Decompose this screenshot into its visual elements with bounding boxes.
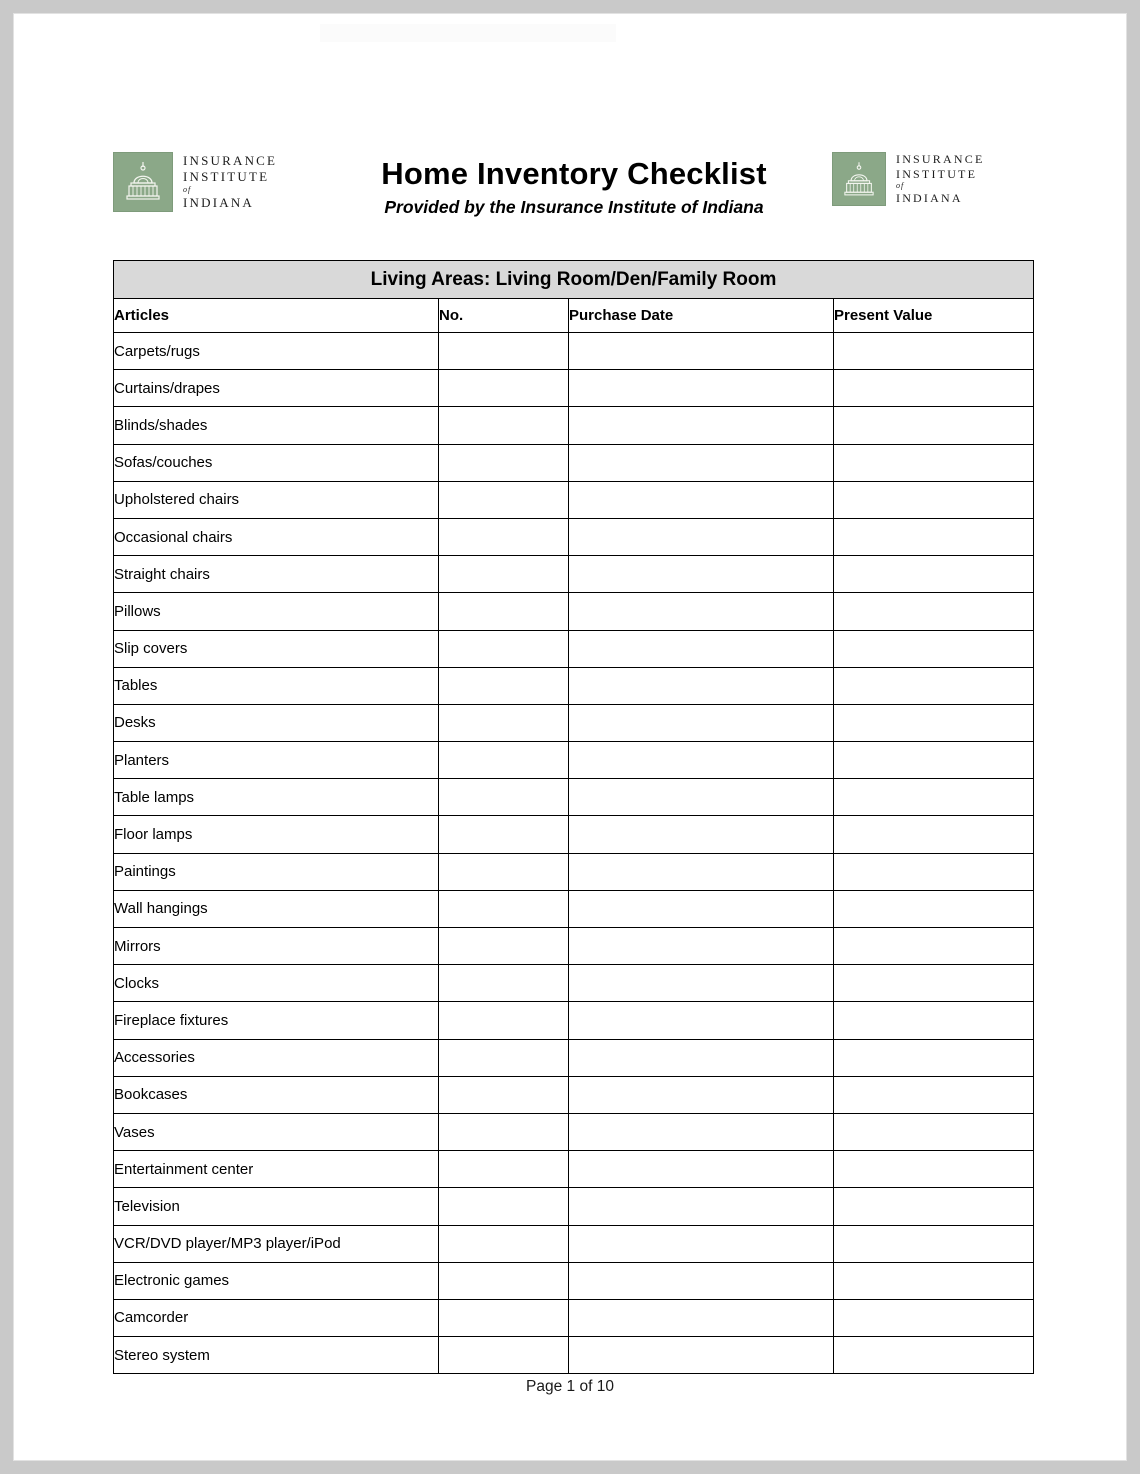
document-page bbox=[14, 14, 1126, 1460]
column-header-purchase-date: Purchase Date bbox=[569, 299, 834, 333]
cell-article: Mirrors bbox=[114, 928, 439, 965]
cell-purchase-date[interactable] bbox=[569, 1337, 834, 1374]
table-row bbox=[114, 704, 1034, 741]
cell-no[interactable] bbox=[439, 1113, 569, 1150]
cell-present-value[interactable] bbox=[834, 965, 1034, 1002]
cell-article: Stereo system bbox=[114, 1337, 439, 1374]
table-row bbox=[114, 1151, 1034, 1188]
cell-purchase-date[interactable] bbox=[569, 667, 834, 704]
cell-article: Paintings bbox=[114, 853, 439, 890]
cell-purchase-date[interactable] bbox=[569, 890, 834, 927]
cell-no[interactable] bbox=[439, 444, 569, 481]
cell-article: Table lamps bbox=[114, 779, 439, 816]
cell-present-value[interactable] bbox=[834, 556, 1034, 593]
table-row bbox=[114, 1188, 1034, 1225]
cell-no[interactable] bbox=[439, 779, 569, 816]
cell-present-value[interactable] bbox=[834, 890, 1034, 927]
table-row bbox=[114, 1337, 1034, 1374]
logo-text bbox=[183, 153, 277, 210]
table-section-header bbox=[114, 261, 1034, 299]
cell-present-value[interactable] bbox=[834, 1076, 1034, 1113]
cell-no[interactable] bbox=[439, 1188, 569, 1225]
cell-present-value[interactable] bbox=[834, 1188, 1034, 1225]
cell-no[interactable] bbox=[439, 667, 569, 704]
logo-mark bbox=[113, 152, 173, 212]
inventory-table-container bbox=[113, 260, 1033, 1374]
cell-article: Electronic games bbox=[114, 1262, 439, 1299]
cell-present-value[interactable] bbox=[834, 1039, 1034, 1076]
table-row bbox=[114, 667, 1034, 704]
cell-present-value[interactable] bbox=[834, 1262, 1034, 1299]
cell-present-value[interactable] bbox=[834, 370, 1034, 407]
cell-article: Tables bbox=[114, 667, 439, 704]
table-row bbox=[114, 1262, 1034, 1299]
cell-purchase-date[interactable] bbox=[569, 593, 834, 630]
table-row bbox=[114, 630, 1034, 667]
cell-article: Pillows bbox=[114, 593, 439, 630]
table-row bbox=[114, 1002, 1034, 1039]
cell-present-value[interactable] bbox=[834, 1337, 1034, 1374]
cell-article: Upholstered chairs bbox=[114, 481, 439, 518]
cell-article: Television bbox=[114, 1188, 439, 1225]
table-row bbox=[114, 518, 1034, 555]
cell-no[interactable] bbox=[439, 704, 569, 741]
logo-line-3: INDIANA bbox=[183, 194, 254, 210]
page-footer: Page 1 of 10 bbox=[526, 1378, 614, 1395]
cell-article: Accessories bbox=[114, 1039, 439, 1076]
cell-purchase-date[interactable] bbox=[569, 556, 834, 593]
cell-no[interactable] bbox=[439, 890, 569, 927]
inventory-table-body bbox=[114, 261, 1034, 1374]
cell-purchase-date[interactable] bbox=[569, 779, 834, 816]
cell-present-value[interactable] bbox=[834, 704, 1034, 741]
table-column-headers bbox=[114, 299, 1034, 333]
cell-article: Carpets/rugs bbox=[114, 333, 439, 370]
cell-no[interactable] bbox=[439, 1337, 569, 1374]
cell-no[interactable] bbox=[439, 407, 569, 444]
capitol-dome-icon bbox=[844, 161, 874, 197]
cell-no[interactable] bbox=[439, 630, 569, 667]
table-row bbox=[114, 333, 1034, 370]
section-title: Living Areas: Living Room/Den/Family Room bbox=[114, 261, 1034, 299]
cell-no[interactable] bbox=[439, 742, 569, 779]
cell-purchase-date[interactable] bbox=[569, 965, 834, 1002]
cell-no[interactable] bbox=[439, 370, 569, 407]
cell-present-value[interactable] bbox=[834, 333, 1034, 370]
cell-present-value[interactable] bbox=[834, 779, 1034, 816]
inventory-table bbox=[113, 260, 1034, 1374]
table-row bbox=[114, 1039, 1034, 1076]
table-row bbox=[114, 965, 1034, 1002]
logo-left bbox=[113, 152, 277, 212]
cell-no[interactable] bbox=[439, 333, 569, 370]
table-row bbox=[114, 853, 1034, 890]
cell-article: Floor lamps bbox=[114, 816, 439, 853]
cell-no[interactable] bbox=[439, 1299, 569, 1336]
table-row bbox=[114, 1225, 1034, 1262]
cell-article: Entertainment center bbox=[114, 1151, 439, 1188]
cell-no[interactable] bbox=[439, 965, 569, 1002]
cell-present-value[interactable] bbox=[834, 853, 1034, 890]
cell-no[interactable] bbox=[439, 853, 569, 890]
document-header bbox=[14, 142, 1126, 238]
page-title: Home Inventory Checklist bbox=[381, 156, 767, 191]
cell-no[interactable] bbox=[439, 1225, 569, 1262]
cell-purchase-date[interactable] bbox=[569, 853, 834, 890]
table-row bbox=[114, 556, 1034, 593]
cell-article: VCR/DVD player/MP3 player/iPod bbox=[114, 1225, 439, 1262]
cell-present-value[interactable] bbox=[834, 593, 1034, 630]
cell-no[interactable] bbox=[439, 593, 569, 630]
logo-line-1: INSURANCE bbox=[183, 153, 278, 169]
capitol-dome-icon bbox=[126, 161, 160, 201]
logo-right bbox=[832, 152, 984, 206]
column-header-no: No. bbox=[439, 299, 569, 333]
cell-purchase-date[interactable] bbox=[569, 407, 834, 444]
cell-no[interactable] bbox=[439, 481, 569, 518]
logo-line-2: INSTITUTE bbox=[896, 166, 978, 181]
cell-present-value[interactable] bbox=[834, 444, 1034, 481]
cell-present-value[interactable] bbox=[834, 1113, 1034, 1150]
cell-purchase-date[interactable] bbox=[569, 704, 834, 741]
logo-text bbox=[896, 152, 984, 206]
cell-purchase-date[interactable] bbox=[569, 333, 834, 370]
cell-article: Camcorder bbox=[114, 1299, 439, 1336]
column-header-articles: Articles bbox=[114, 299, 439, 333]
cell-article: Wall hangings bbox=[114, 890, 439, 927]
cell-no[interactable] bbox=[439, 556, 569, 593]
cell-article: Fireplace fixtures bbox=[114, 1002, 439, 1039]
table-row bbox=[114, 370, 1034, 407]
cell-article: Sofas/couches bbox=[114, 444, 439, 481]
cell-present-value[interactable] bbox=[834, 1299, 1034, 1336]
table-row bbox=[114, 593, 1034, 630]
cell-article: Vases bbox=[114, 1113, 439, 1150]
table-row bbox=[114, 1076, 1034, 1113]
cell-article: Occasional chairs bbox=[114, 518, 439, 555]
cell-article: Straight chairs bbox=[114, 556, 439, 593]
cell-no[interactable] bbox=[439, 1262, 569, 1299]
table-row bbox=[114, 1299, 1034, 1336]
logo-line-3: INDIANA bbox=[896, 191, 963, 206]
table-row bbox=[114, 779, 1034, 816]
table-row bbox=[114, 444, 1034, 481]
title-block bbox=[304, 156, 844, 218]
table-row bbox=[114, 407, 1034, 444]
cell-no[interactable] bbox=[439, 1002, 569, 1039]
cell-purchase-date[interactable] bbox=[569, 816, 834, 853]
cell-article: Planters bbox=[114, 742, 439, 779]
cell-purchase-date[interactable] bbox=[569, 630, 834, 667]
cell-purchase-date[interactable] bbox=[569, 1113, 834, 1150]
cell-present-value[interactable] bbox=[834, 481, 1034, 518]
cell-no[interactable] bbox=[439, 1151, 569, 1188]
logo-line-2: INSTITUTE bbox=[183, 169, 270, 185]
cell-present-value[interactable] bbox=[834, 630, 1034, 667]
cell-present-value[interactable] bbox=[834, 1225, 1034, 1262]
cell-purchase-date[interactable] bbox=[569, 1225, 834, 1262]
table-row bbox=[114, 816, 1034, 853]
cell-present-value[interactable] bbox=[834, 1002, 1034, 1039]
table-row bbox=[114, 1113, 1034, 1150]
cell-present-value[interactable] bbox=[834, 1151, 1034, 1188]
logo-line-1: INSURANCE bbox=[896, 152, 985, 167]
cell-article: Clocks bbox=[114, 965, 439, 1002]
logo-line-of: of bbox=[183, 185, 192, 195]
cell-purchase-date[interactable] bbox=[569, 928, 834, 965]
cell-purchase-date[interactable] bbox=[569, 481, 834, 518]
cell-purchase-date[interactable] bbox=[569, 1299, 834, 1336]
cell-purchase-date[interactable] bbox=[569, 1076, 834, 1113]
cell-article: Blinds/shades bbox=[114, 407, 439, 444]
table-row bbox=[114, 481, 1034, 518]
cell-no[interactable] bbox=[439, 518, 569, 555]
cell-no[interactable] bbox=[439, 1076, 569, 1113]
cell-article: Desks bbox=[114, 704, 439, 741]
cell-purchase-date[interactable] bbox=[569, 1262, 834, 1299]
cell-purchase-date[interactable] bbox=[569, 1151, 834, 1188]
cell-present-value[interactable] bbox=[834, 667, 1034, 704]
logo-line-of: of bbox=[896, 181, 905, 191]
cell-purchase-date[interactable] bbox=[569, 444, 834, 481]
cell-no[interactable] bbox=[439, 816, 569, 853]
page-subtitle: Provided by the Insurance Institute of Indiana bbox=[384, 196, 764, 217]
cell-no[interactable] bbox=[439, 928, 569, 965]
cell-present-value[interactable] bbox=[834, 816, 1034, 853]
column-header-present-value: Present Value bbox=[834, 299, 1034, 333]
table-row bbox=[114, 742, 1034, 779]
cell-article: Curtains/drapes bbox=[114, 370, 439, 407]
table-row bbox=[114, 890, 1034, 927]
cell-no[interactable] bbox=[439, 1039, 569, 1076]
cell-present-value[interactable] bbox=[834, 407, 1034, 444]
cell-purchase-date[interactable] bbox=[569, 370, 834, 407]
cell-purchase-date[interactable] bbox=[569, 1039, 834, 1076]
cell-purchase-date[interactable] bbox=[569, 742, 834, 779]
cell-present-value[interactable] bbox=[834, 518, 1034, 555]
cell-present-value[interactable] bbox=[834, 928, 1034, 965]
cell-purchase-date[interactable] bbox=[569, 518, 834, 555]
cell-article: Bookcases bbox=[114, 1076, 439, 1113]
page-top-strip bbox=[320, 24, 616, 42]
cell-purchase-date[interactable] bbox=[569, 1188, 834, 1225]
table-row bbox=[114, 928, 1034, 965]
cell-purchase-date[interactable] bbox=[569, 1002, 834, 1039]
cell-article: Slip covers bbox=[114, 630, 439, 667]
cell-present-value[interactable] bbox=[834, 742, 1034, 779]
logo-mark bbox=[832, 152, 886, 206]
